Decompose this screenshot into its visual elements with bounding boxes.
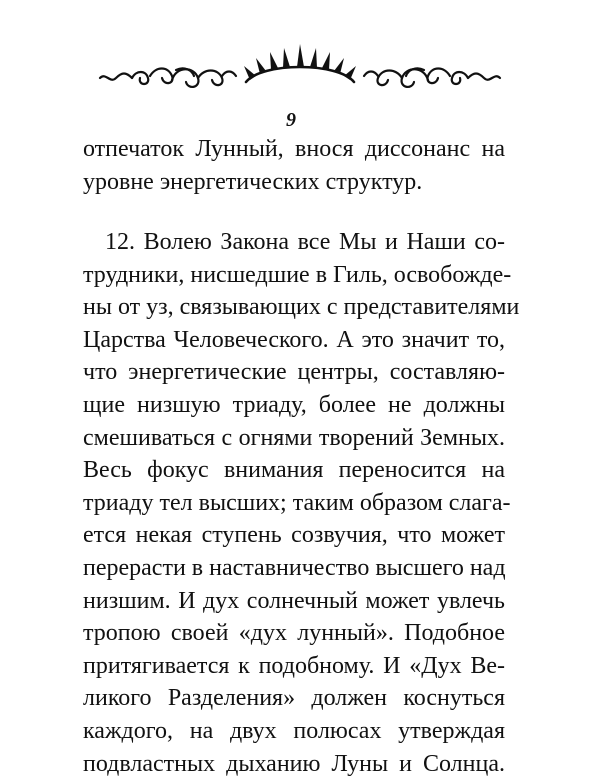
text-line: ется некая ступень созвучия, что может [83,519,505,552]
text-line: тропою своей «дух лунный». Подобное [83,617,505,650]
page-number: 9 [286,110,296,130]
sunburst-ornament-icon [0,40,600,110]
text-line: трудники, нисшедшие в Гиль, освобожде- [83,259,505,292]
text-line: 12. Волею Закона все Мы и Наши со- [83,226,505,259]
text-line: притягивается к подобному. И «Дух Ве- [83,650,505,683]
text-line: низшим. И дух солнечный может увлечь [83,585,505,618]
text-line: что энергетические центры, составляю- [83,356,505,389]
text-line: отпечаток Лунный, внося диссонанс на [83,133,505,166]
paragraph-continued [83,133,505,198]
text-line: Царства Человеческого. А это значит то, [83,324,505,357]
text-line: щие низшую триаду, более не должны [83,389,505,422]
text-line: смешиваться с огнями творений Земных. [83,422,505,455]
text-line: триаду тел высших; таким образом слага- [83,487,505,520]
text-line: ны от уз, связывающих с представителями [83,291,505,324]
text-line: каждого, на двух полюсах утверждая [83,715,505,748]
text-line: перерасти в наставничество высшего над [83,552,505,585]
text-line: подвластных дыханию Луны и Солнца. [83,748,505,780]
text-line: ликого Разделения» должен коснуться [83,682,505,715]
text-line: уровне энергетических структур. [83,166,505,199]
paragraph-12 [83,226,505,780]
text-line: Весь фокус внимания переносится на [83,454,505,487]
page-header [0,40,600,110]
